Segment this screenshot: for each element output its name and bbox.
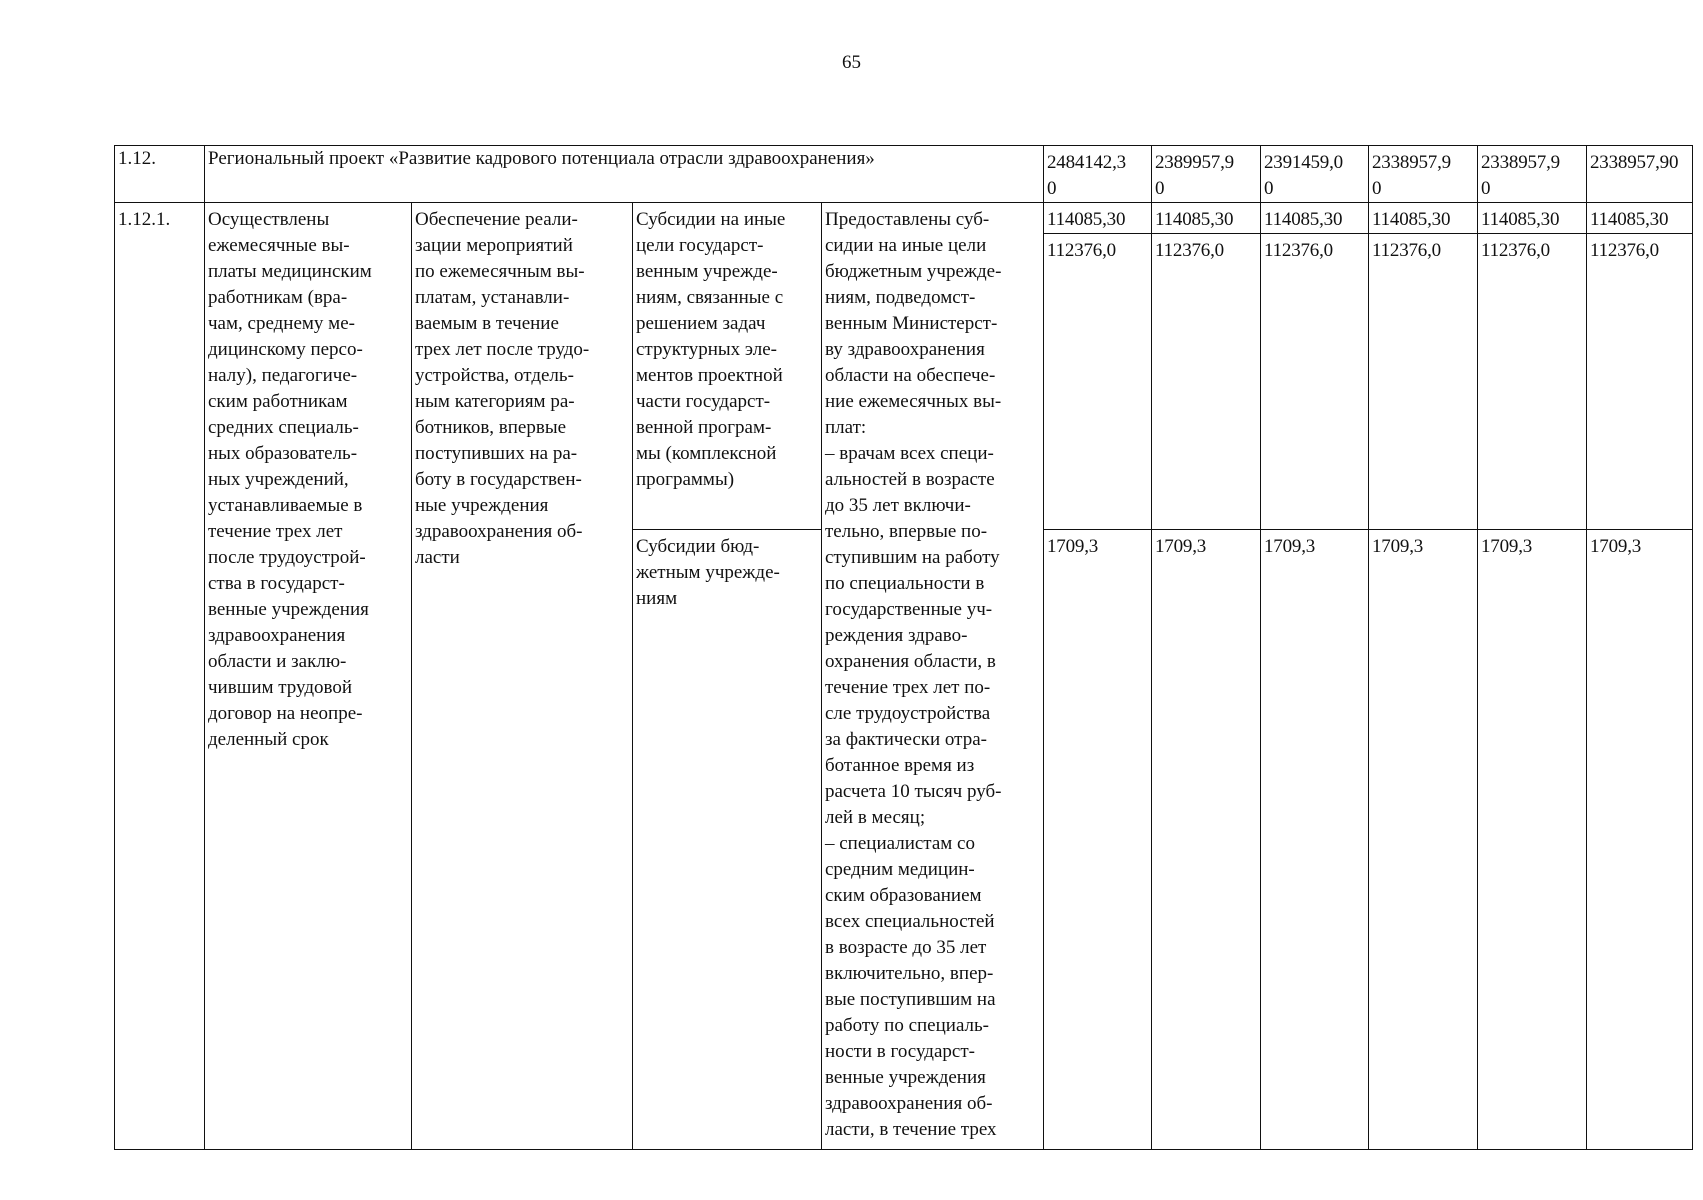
total-cell: 114085,30 [1261, 203, 1369, 234]
page-number: 65 [842, 52, 861, 73]
value-cell: 2338957,90 [1587, 146, 1693, 203]
value-cell: 112376,0 [1478, 234, 1587, 530]
type-text-b: Субсидии бюд- жетным учрежде- ниям [633, 530, 822, 1150]
value-cell: 2484142,3 0 [1044, 146, 1152, 203]
value-cell: 2389957,9 0 [1152, 146, 1261, 203]
result-text: Осуществлены ежемесячные вы- платы медицинским работникам (вра- чам, среднему ме- дицинскому персо- налу), педагогиче- ским работникам средних специаль- ных образователь- ных учреждений, устанавливаемые в течение трех лет после трудоустрой- ства в государст- венные учреждения здравоохранения области и заклю- чившим трудовой договор на неопре- деленный срок [205, 203, 412, 1150]
total-cell: 114085,30 [1152, 203, 1261, 234]
value-cell: 1709,3 [1369, 530, 1478, 1150]
value-cell: 2338957,9 0 [1478, 146, 1587, 203]
row-code: 1.12.1. [115, 203, 205, 1150]
value-cell: 2391459,0 0 [1261, 146, 1369, 203]
value-cell: 112376,0 [1587, 234, 1693, 530]
row-code: 1.12. [115, 146, 205, 203]
total-cell: 114085,30 [1044, 203, 1152, 234]
value-cell: 1709,3 [1044, 530, 1152, 1150]
value-cell: 112376,0 [1152, 234, 1261, 530]
value-cell: 1709,3 [1478, 530, 1587, 1150]
project-title: Региональный проект «Развитие кадрового потенциала отрасли здравоохранения» [205, 146, 1044, 203]
type-text-a: Субсидии на иные цели государст- венным учрежде- ниям, связанные с решением задач структурных эле- ментов проектной части государст- венной програм- мы (комплексной программы) [633, 203, 822, 530]
value-cell: 1709,3 [1152, 530, 1261, 1150]
value-cell: 112376,0 [1369, 234, 1478, 530]
value-cell: 1709,3 [1587, 530, 1693, 1150]
total-cell: 114085,30 [1369, 203, 1478, 234]
total-cell: 114085,30 [1587, 203, 1693, 234]
description-text: Предоставлены суб- сидии на иные цели бюджетным учрежде- ниям, подведомст- венным Министерст- ву здравоохранения области на обеспече- ние ежемесячных вы- плат: – врачам всех специ- альностей в возрасте до 35 лет включи- тельно, впервые по- ступившим на работу по специальности в государственные уч- реждения здраво- охранения области, в течение трех лет по- сле трудоустройства за фактически отра- ботанное время из расчета 10 тысяч руб- лей в месяц; – специалистам со средним медицин- ским образованием всех специальностей в возрасте до 35 лет включительно, впер- вые поступившим на работу по специаль- ности в государст- венные учреждения здравоохранения об- ласти, в течение трех [822, 203, 1044, 1150]
total-cell: 114085,30 [1478, 203, 1587, 234]
budget-table-wrapper [114, 145, 1693, 1150]
table-row [115, 203, 1693, 234]
value-cell: 112376,0 [1261, 234, 1369, 530]
table-row [115, 146, 1693, 203]
measure-text: Обеспечение реали- зации мероприятий по ежемесячным вы- платам, устанавли- ваемым в течение трех лет после трудо- устройства, отдель- ным категориям ра- ботников, впервые поступивших на ра- боту в государствен- ные учреждения здравоохранения об- ласти [412, 203, 633, 1150]
value-cell: 1709,3 [1261, 530, 1369, 1150]
value-cell: 2338957,9 0 [1369, 146, 1478, 203]
value-cell: 112376,0 [1044, 234, 1152, 530]
budget-table [114, 145, 1693, 1150]
